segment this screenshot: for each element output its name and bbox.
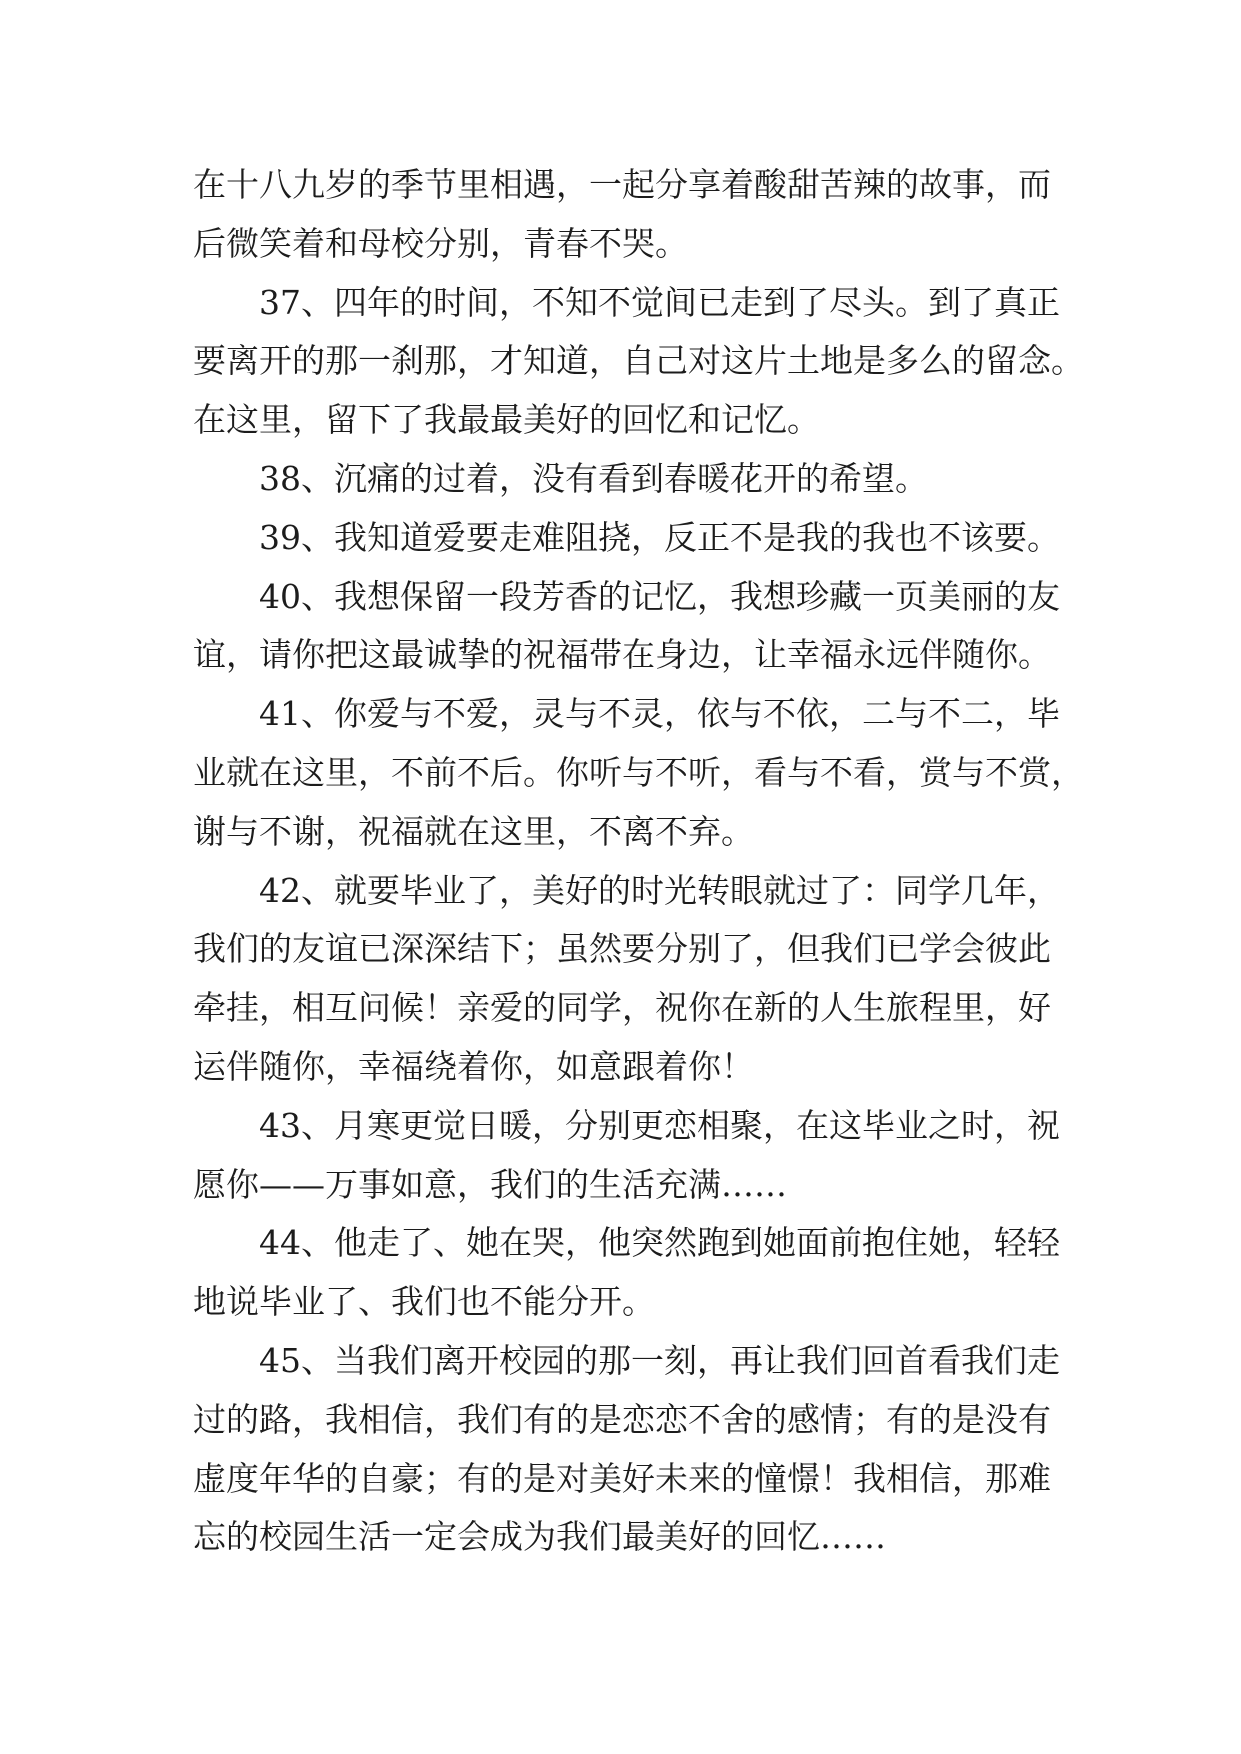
- text-line: 地说毕业了、我们也不能分开。: [193, 1282, 655, 1322]
- paragraph: [193, 450, 1093, 509]
- text-line: 过的路，我相信，我们有的是恋恋不舍的感情；有的是没有: [193, 1399, 1051, 1439]
- text-line: 牵挂，相互问候！亲爱的同学，祝你在新的人生旅程里，好: [193, 988, 1051, 1028]
- text-line: 38、沉痛的过着，没有看到春暖花开的希望。: [259, 458, 928, 498]
- paragraph: [193, 1097, 1093, 1215]
- text-line: 虚度年华的自豪；有的是对美好未来的憧憬！我相信，那难: [193, 1458, 1051, 1498]
- paragraph: [193, 509, 1093, 568]
- paragraph: [193, 862, 1093, 1097]
- paragraph: [193, 274, 1093, 450]
- text-line: 40、我想保留一段芳香的记忆，我想珍藏一页美丽的友: [259, 576, 1060, 616]
- text-line: 谊，请你把这最诚挚的祝福带在身边，让幸福永远伴随你。: [193, 635, 1051, 675]
- paragraph: [193, 568, 1093, 686]
- text-line: 42、就要毕业了，美好的时光转眼就过了：同学几年，: [259, 870, 1060, 910]
- text-line: 45、当我们离开校园的那一刻，再让我们回首看我们走: [259, 1340, 1060, 1380]
- text-line: 在十八九岁的季节里相遇，一起分享着酸甜苦辣的故事，而: [193, 165, 1051, 204]
- text-line: 业就在这里，不前不后。你听与不听，看与不看，赏与不赏，: [193, 752, 1084, 792]
- paragraph: [193, 685, 1093, 861]
- text-line: 谢与不谢，祝福就在这里，不离不弃。: [193, 811, 754, 851]
- text-line: 运伴随你，幸福绕着你，如意跟着你！: [193, 1046, 754, 1086]
- text-line: 在这里，留下了我最最美好的回忆和记忆。: [193, 400, 820, 440]
- text-line: 44、他走了、她在哭，他突然跑到她面前抱住她，轻轻: [259, 1223, 1060, 1263]
- text-line: 39、我知道爱要走难阻挠，反正不是我的我也不该要。: [259, 517, 1060, 557]
- paragraph: [193, 1214, 1093, 1332]
- text-line: 37、四年的时间，不知不觉间已走到了尽头。到了真正: [259, 282, 1060, 322]
- paragraph: [193, 1332, 1093, 1567]
- paragraph: [193, 156, 1093, 274]
- text-line: 要离开的那一刹那，才知道，自己对这片土地是多么的留念。: [193, 341, 1084, 381]
- text-line: 43、月寒更觉日暖，分别更恋相聚，在这毕业之时，祝: [259, 1105, 1060, 1145]
- text-line: 愿你——万事如意，我们的生活充满……: [193, 1164, 787, 1204]
- text-line: 我们的友谊已深深结下；虽然要分别了，但我们已学会彼此: [193, 929, 1051, 969]
- body-text: [193, 156, 1093, 1567]
- text-line: 后微笑着和母校分别，青春不哭。: [193, 223, 688, 263]
- text-line: 41、你爱与不爱，灵与不灵，依与不依，二与不二，毕: [259, 694, 1060, 734]
- text-line: 忘的校园生活一定会成为我们最美好的回忆……: [193, 1517, 886, 1557]
